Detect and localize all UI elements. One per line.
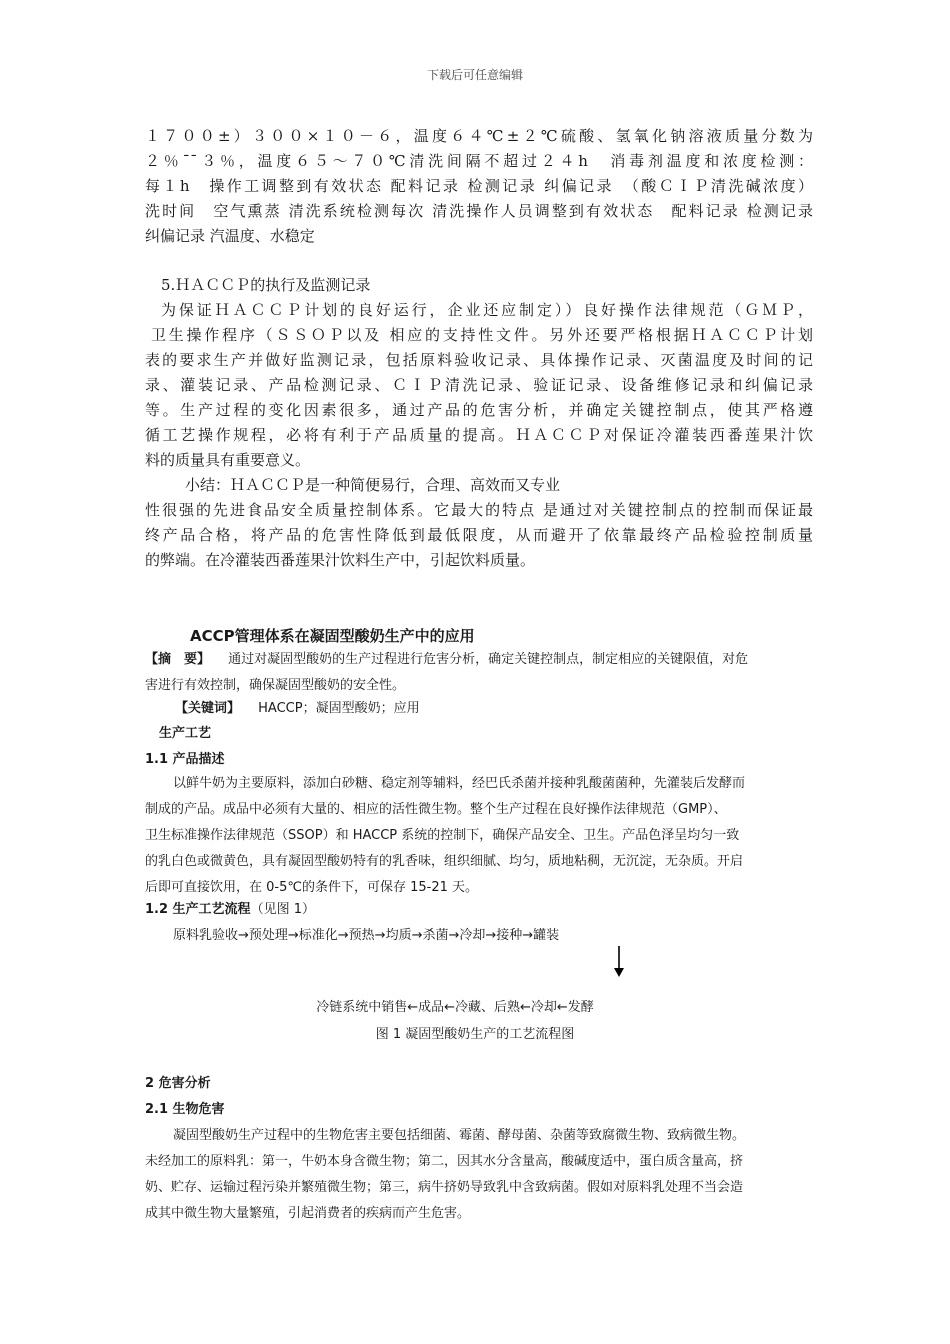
text-line: １７００±）３００×１０－６，温度６４℃±２℃硫酸、氢氧化钠溶液质量分数为 [145, 127, 813, 145]
text-line: 后即可直接饮用，在 0-5℃的条件下，可保存 15-21 天。 [145, 880, 479, 895]
summary-first-line: 小结：ＨＡＣＣＰ是一种简便易行，合理、高效而又专业 [185, 476, 561, 494]
summary-section [145, 473, 813, 573]
text-line: 以鲜牛奶为主要原料，添加白砂糖、稳定剂等辅料，经巴氏杀菌并接种乳酸菌菌种，先灌装后发酵而 [173, 776, 746, 791]
article-title: ACCP管理体系在凝固型酸奶生产中的应用 [190, 627, 475, 645]
section-2-1-heading: 2.1 生物危害 [145, 1102, 225, 1117]
cip-text-block [145, 124, 813, 249]
text-line: 终产品合格，将产品的危害性降低到最低限度，从而避开了依靠最终产品检验控制质量 [145, 526, 813, 544]
process-section-heading-wrap [145, 721, 813, 773]
text-line: 制成的产品。成品中必须有大量的、相应的活性微生物。整个生产过程在良好操作法律规范（GMP）、 [145, 802, 727, 817]
text-line: 的弊端。在冷灌装西番莲果汁饮料生产中，引起饮料质量。 [145, 551, 536, 569]
text-line: 未经加工的原料乳：第一，牛奶本身含微生物；第二，因其水分含量高，酸碱度适中，蛋白质含量高，挤 [145, 1154, 744, 1169]
text-line: 凝固型酸奶生产过程中的生物危害主要包括细菌、霉菌、酵母菌、杂菌等致腐微生物、致病微生物。 [173, 1128, 746, 1143]
text-line: 每１h 操作工调整到有效状态 配料记录 检测记录 纠偏记录 （酸ＣＩＰ清洗碱浓度） [145, 177, 813, 195]
process-heading: 生产工艺 [159, 726, 212, 741]
text-line: 表的要求生产并做好监测记录，包括原料验收记录、具体操作记录、灭菌温度及时间的记 [145, 351, 813, 369]
text-line: 成其中微生物大量繁殖，引起消费者的疾病而产生危害。 [145, 1206, 471, 1221]
keywords-label: 【关键词】 [175, 701, 241, 716]
text-line: 等。生产过程的变化因素很多，通过产品的危害分析，并确定关键控制点，使其严格遵 [145, 401, 813, 419]
text-line: 奶、贮存、运输过程污染并繁殖微生物；第三，病牛挤奶导致乳中含致病菌。假如对原料乳处理不当会造 [145, 1180, 744, 1195]
page-header-note: 下载后可任意编辑 [426, 68, 523, 82]
text-line: 纠偏记录 汽温度、水稳定 [145, 227, 315, 245]
figure-reference: （见图 1） [250, 902, 315, 917]
text-line: 料的质量具有重要意义。 [145, 451, 311, 469]
figure-caption: 图 1 凝固型酸奶生产的工艺流程图 [375, 1027, 575, 1042]
text-line: 为保证ＨＡＣＣＰ计划的良好运行，企业还应制定））良好操作法律规范（ＧＭＰ， [161, 301, 813, 319]
abstract-block [145, 647, 813, 699]
text-line: 循工艺操作规程，必将有利于产品质量的提高。ＨＡＣＣＰ对保证冷灌装西番莲果汁饮 [145, 426, 813, 444]
section-1-1-heading: 1.1 产品描述 [145, 752, 225, 767]
flow-line-bottom: 冷链系统中销售←成品←冷藏、后熟←冷却←发酵 [316, 1000, 594, 1015]
section-1-2-heading-wrap [145, 897, 813, 949]
abstract-text-cont: 害进行有效控制，确保凝固型酸奶的安全性。 [145, 678, 406, 693]
flow-line-top: 原料乳验收→预处理→标准化→预热→均质→杀菌→冷却→接种→罐装 [173, 928, 560, 943]
text-line: 卫生操作程序（ＳＳＯＰ以及 相应的支持性文件。另外还要严格根据ＨＡＣＣＰ计划 [151, 326, 813, 344]
abstract-text: 通过对凝固型酸奶的生产过程进行危害分析，确定关键控制点，制定相应的关键限值，对危 [228, 652, 749, 667]
abstract-label: 【摘 要】 [145, 652, 211, 667]
section-2-heading: 2 危害分析 [145, 1076, 211, 1091]
keywords-text: HACCP；凝固型酸奶；应用 [258, 701, 420, 716]
product-description [145, 771, 813, 901]
text-line: 的乳白色或微黄色，具有凝固型酸奶特有的乳香味，组织细腻、均匀，质地粘稠，无沉淀，无杂质。开启 [145, 854, 744, 869]
text-line: ２％¯¯３％，温度６５～７０℃清洗间隔不超过２４h 消毒剂温度和浓度检测： [145, 152, 813, 170]
keywords-block [145, 696, 813, 722]
section-1-2-heading: 1.2 生产工艺流程 [145, 902, 251, 917]
text-line: 录、灌装记录、产品检测记录、ＣＩＰ清洗记录、验证记录、设备维修记录和纠偏记录 [145, 376, 813, 394]
text-line: 洗时间 空气熏蒸 清洗系统检测每次 清洗操作人员调整到有效状态 配料记录 检测记录 [145, 202, 813, 220]
arrow-down-icon [612, 946, 626, 978]
hazard-analysis-section [145, 1071, 813, 1227]
text-line: 卫生标准操作法律规范（SSOP）和 HACCP 系统的控制下，确保产品安全、卫生。产品色泽呈均匀一致 [145, 828, 740, 843]
section-heading: 5.ＨＡＣＣＰ的执行及监测记录 [161, 276, 371, 294]
text-line: 性很强的先进食品安全质量控制体系。它最大的特点 是通过对关键控制点的控制而保证最 [145, 501, 813, 519]
haccp-section [145, 273, 813, 473]
